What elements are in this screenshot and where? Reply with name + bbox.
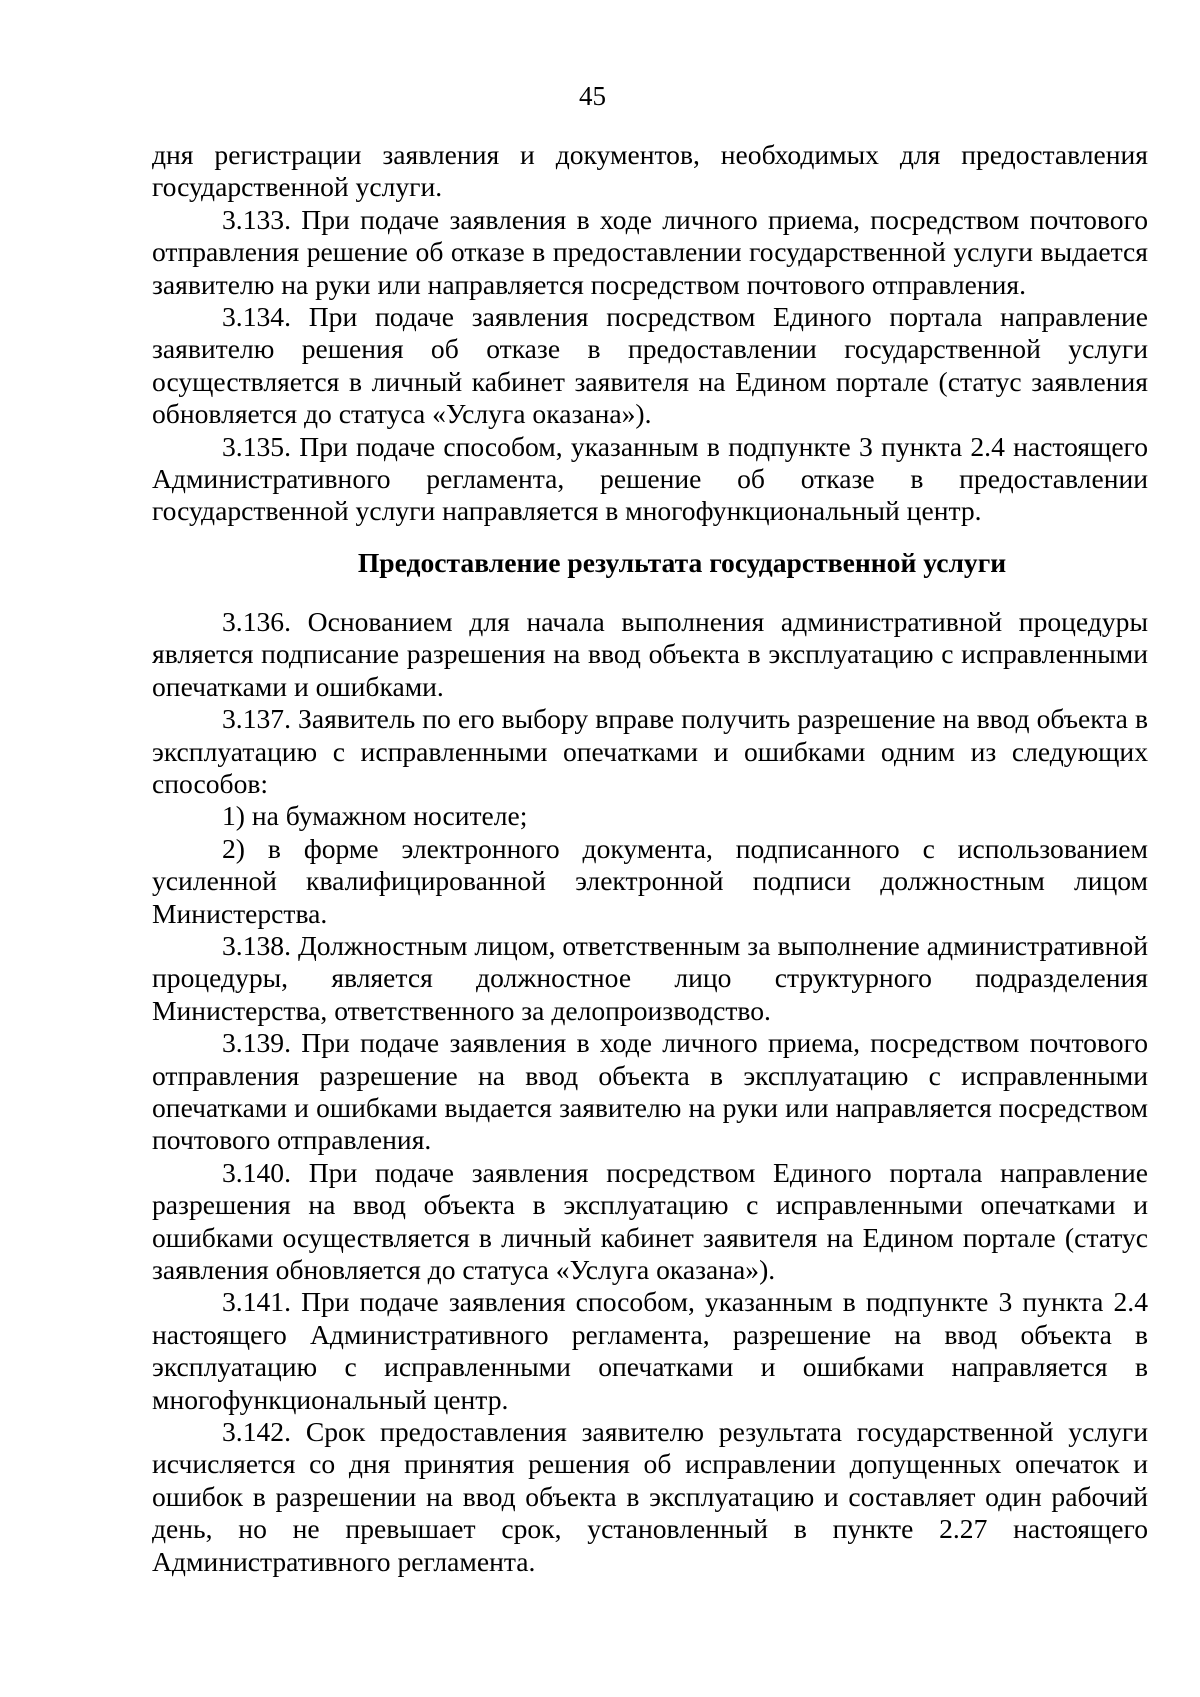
list-item-1: 1) на бумажном носителе; [222, 800, 528, 832]
section-heading: Предоставление результата государственной услуги [357, 546, 1007, 578]
document-body [152, 139, 1148, 1578]
paragraph-3-136: 3.136. Основанием для начала выполнения административной процедуры является подписание разрешения на ввод объекта в эксплуатацию с исправленными опечатками и ошибками. [152, 605, 1148, 702]
list-item-2: 2) в форме электронного документа, подписанного с использованием усиленной квалифицированной электронной подписи должностным лицом Министерства. [152, 832, 1148, 929]
page-number: 45 [579, 81, 606, 111]
paragraph-3-139: 3.139. При подаче заявления в ходе личного приема, посредством почтового отправления разрешение на ввод объекта в эксплуатацию с исправленными опечатками и ошибками выдается заявителю на руки или направляется посредством почтового отправления. [152, 1027, 1148, 1156]
paragraph-3-135: 3.135. При подаче способом, указанным в подпункте 3 пункта 2.4 настоящего Административного регламента, решение об отказе в предоставлении государственной услуги направляется в многофункциональный центр. [152, 430, 1148, 527]
paragraph-3-138: 3.138. Должностным лицом, ответственным за выполнение административной процедуры, является должностное лицо структурного подразделения Министерства, ответственного за делопроизводство. [152, 929, 1148, 1026]
paragraph-3-133: 3.133. При подаче заявления в ходе личного приема, посредством почтового отправления решение об отказе в предоставлении государственной услуги выдается заявителю на руки или направляется посредством почтового отправления. [152, 203, 1148, 300]
paragraph-3-134: 3.134. При подаче заявления посредством Единого портала направление заявителю решения об отказе в предоставлении государственной услуги осуществляется в личный кабинет заявителя на Едином портале (статус заявления обновляется до статуса «Услуга оказана»). [152, 301, 1148, 430]
paragraph-3-141: 3.141. При подаче заявления способом, указанным в подпункте 3 пункта 2.4 настоящего Административного регламента, разрешение на ввод объекта в эксплуатацию с исправленными опечатками и ошибками направляется в многофункциональный центр. [152, 1286, 1148, 1415]
paragraph-3-140: 3.140. При подаче заявления посредством Единого портала направление разрешения на ввод объекта в эксплуатацию с исправленными опечатками и ошибками осуществляется в личный кабинет заявителя на Едином портале (статус заявления обновляется до статуса «Услуга оказана»). [152, 1156, 1148, 1285]
paragraph-3-137: 3.137. Заявитель по его выбору вправе получить разрешение на ввод объекта в эксплуатацию с исправленными опечатками и ошибками одним из следующих способов: [152, 703, 1148, 799]
paragraph-continuation: дня регистрации заявления и документов, необходимых для предоставления государственной услуги. [152, 139, 1148, 203]
paragraph-3-142: 3.142. Срок предоставления заявителю результата государственной услуги исчисляется со дня принятия решения об исправлении допущенных опечаток и ошибок в разрешении на ввод объекта в эксплуатацию и составляет один рабочий день, но не превышает срок, установленный в пункте 2.27 настоящего Административного регламента. [152, 1416, 1148, 1577]
